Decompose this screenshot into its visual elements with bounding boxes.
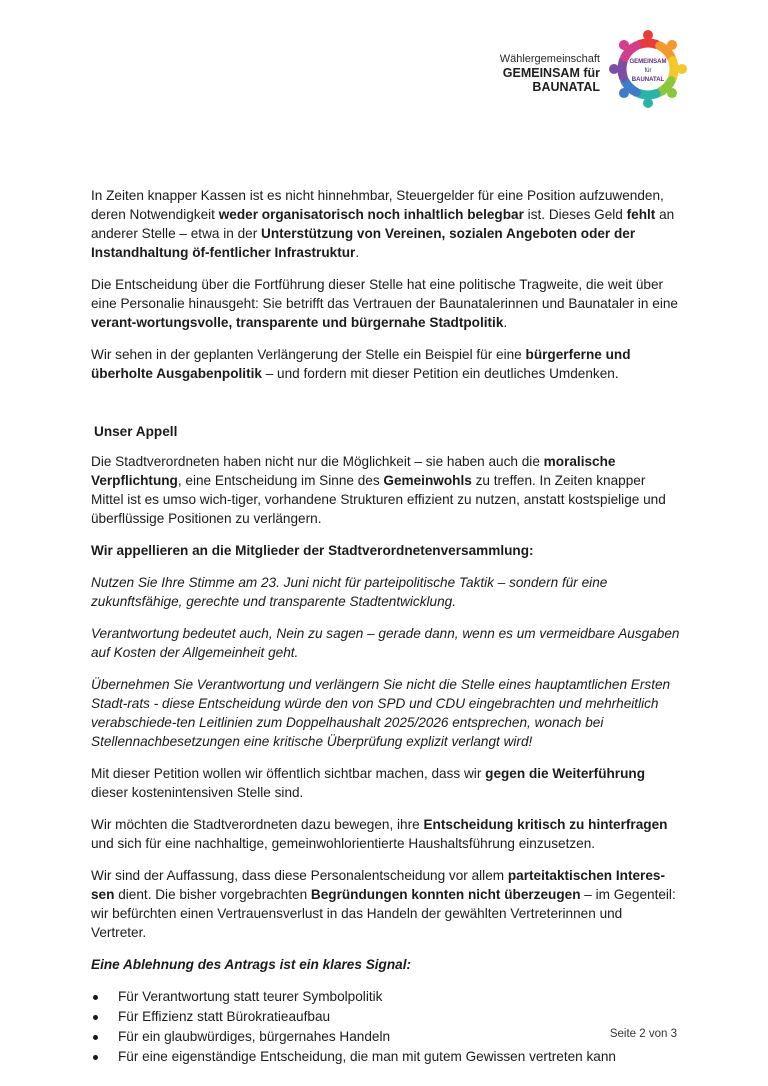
- text: an anderer Stelle – etwa in der: [91, 207, 675, 241]
- text: Die Entscheidung über die Fortführung dieser Stelle hat eine politische Tragweite, die weit über eine Personalie hinausgeht: Sie betrifft das Vertrauen der Baunatalerinnen und Baunataler in eine: [91, 277, 678, 311]
- text: .: [503, 315, 508, 330]
- text: , eine Entscheidung im Sinne des: [177, 473, 384, 488]
- logo-figure-body: [640, 94, 656, 95]
- org-name-line2: GEMEINSAM für: [502, 66, 600, 80]
- logo-text-top: GEMEINSAM: [629, 59, 667, 65]
- bold-text: Wir appellieren an die Mitglieder der Stadtverordnetenversammlung:: [91, 543, 534, 558]
- list-item: Für eine eigenständige Entscheidung, die man mit gutem Gewissen vertreten kann: [91, 1047, 681, 1067]
- text: Wir möchten die Stadtverordneten dazu bewegen, ihre: [91, 817, 424, 832]
- bold-text: Entscheidung kritisch zu hinterfragen: [423, 817, 668, 832]
- text: – und fordern mit dieser Petition ein deutliches Umdenken.: [261, 366, 619, 381]
- paragraph-4: [91, 452, 681, 528]
- paragraph-5: [91, 764, 681, 802]
- list-item: Für ein glaubwürdiges, bürgernahes Handeln: [91, 1027, 681, 1047]
- text: Wir sehen in der geplanten Verlängerung der Stelle ein Beispiel für eine: [91, 347, 526, 362]
- text: ist. Dieses Geld: [523, 207, 627, 222]
- org-name-line3: BAUNATAL: [532, 80, 600, 94]
- appeal-heading: Unser Appell: [94, 424, 178, 439]
- text: .: [355, 245, 360, 260]
- org-name-line1: Wählergemeinschaft: [499, 53, 600, 65]
- list-item: Für Verantwortung statt teurer Symbolpolitik: [91, 987, 681, 1007]
- paragraph-3: [91, 345, 681, 383]
- italic-paragraph-2: Verantwortung bedeutet auch, Nein zu sagen – gerade dann, wenn es um vermeidbare Ausgaben auf Kosten der Allgemeinheit geht.: [91, 626, 680, 660]
- text: und sich für eine nachhaltige, gemeinwohlorientierte Haushaltsführung einzusetzen.: [91, 836, 596, 851]
- signal-heading: [91, 955, 681, 974]
- bold-text: moralische Verpflichtung: [91, 454, 616, 488]
- list-item: Für Effizienz statt Bürokratieaufbau: [91, 1007, 681, 1027]
- text: dieser kostenintensiven Stelle sind.: [91, 785, 304, 800]
- bold-italic-text: Eine Ablehnung des Antrags ist ein klares Signal:: [91, 957, 412, 972]
- italic-paragraph-1: Nutzen Sie Ihre Stimme am 23. Juni nicht für parteipolitische Taktik – sondern für eine zukunftsfähige, gerechte und transparente Stadtentwicklung.: [91, 575, 608, 609]
- paragraph-7: [91, 866, 681, 942]
- text: Mit dieser Petition wollen wir öffentlich sichtbar machen, dass wir: [91, 766, 486, 781]
- paragraph-6: [91, 815, 681, 853]
- bold-text: gegen die Weiterführung: [485, 766, 645, 781]
- logo-text-bottom: BAUNATAL: [631, 77, 665, 83]
- text: dient. Die bisher vorgebrachten: [114, 887, 311, 902]
- signal-list: [91, 987, 681, 1067]
- paragraph-1: [91, 186, 681, 262]
- text: In Zeiten knapper Kassen ist es nicht hinnehmbar, Steuergelder für eine Position aufzuwenden, deren Notwendigkeit: [91, 188, 664, 222]
- gemeinsam-logo-icon: [608, 30, 688, 108]
- text: – im Gegenteil: wir befürchten einen Vertrauensverlust in das Handeln der gewählten Vertreterinnen und Vertreter.: [91, 887, 676, 940]
- bold-text: weder organisatorisch noch inhaltlich belegbar: [218, 207, 524, 222]
- bold-text: Begründungen konnten nicht überzeugen: [310, 887, 581, 902]
- logo-figure-body: [673, 61, 674, 77]
- bold-text: Unterstützung von Vereinen, sozialen Angeboten oder der Instandhaltung öf-fentlicher Infrastruktur: [91, 226, 636, 260]
- bold-text: Gemeinwohls: [383, 473, 472, 488]
- text: Die Stadtverordneten haben nicht nur die Möglichkeit – sie haben auch die: [91, 454, 544, 469]
- logo-figure-body: [622, 61, 623, 77]
- text: zu treffen. In Zeiten knapper Mittel ist es umso wich-tiger, vorhandene Strukturen effizient zu nutzen, anstatt kostspielige und überflüssige Positionen zu verlängern.: [91, 473, 666, 526]
- appeal-bold-line: [91, 541, 681, 560]
- spacer: [91, 396, 681, 422]
- text: Wir sind der Auffassung, dass diese Personalentscheidung vor allem: [91, 868, 508, 883]
- logo-figure-body: [640, 43, 656, 44]
- paragraph-2: [91, 275, 681, 332]
- bold-text: bürgerferne und überholte Ausgabenpolitik: [91, 347, 631, 381]
- bold-text: parteitaktischen Interes-sen: [91, 868, 665, 902]
- bold-text: fehlt: [626, 207, 656, 222]
- document-body: [91, 186, 681, 1067]
- bold-text: verant-wortungsvolle, transparente und bürgernahe Stadtpolitik: [91, 315, 504, 330]
- italic-paragraph-3: Übernehmen Sie Verantwortung und verlängern Sie nicht die Stelle eines hauptamtlichen Ersten Stadt-rats - diese Entscheidung würde den von SPD und CDU eingebrachten und mehrheitlich verabschiede-ten Leitlinien zum Doppelhaushalt 2025/2026 entsprechen, wonach bei Stellennachbesetzungen eine kritische Überprüfung explizit verlangt wird!: [91, 677, 671, 749]
- organization-name: [500, 52, 600, 94]
- logo-text-mid: für: [644, 68, 652, 74]
- page-number: Seite 2 von 3: [609, 1028, 677, 1040]
